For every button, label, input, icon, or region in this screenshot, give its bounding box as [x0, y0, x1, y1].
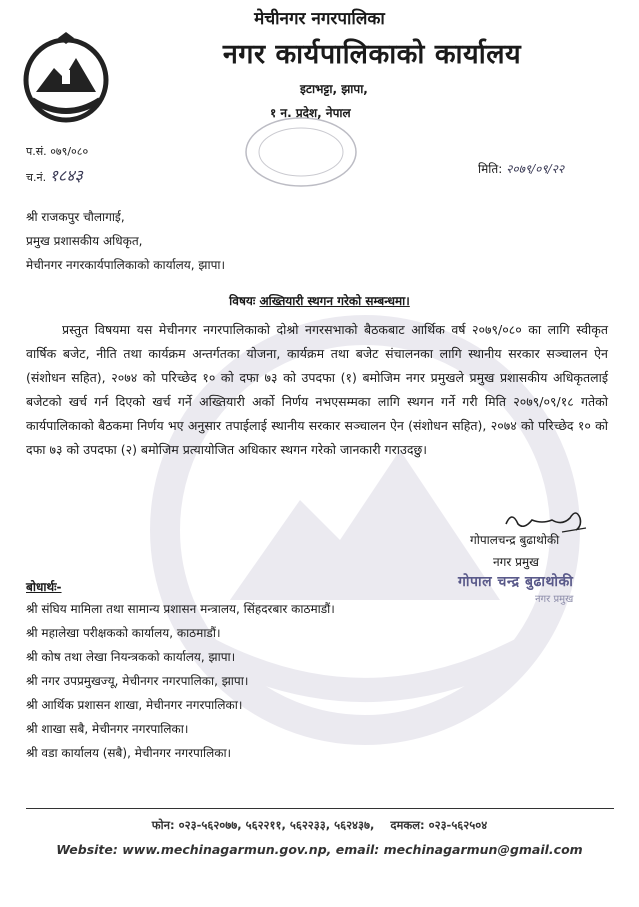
cc-item: श्री कोष तथा लेखा नियन्त्रकको कार्यालय, झापा। [26, 650, 236, 664]
letter-date: मिति: २०७९/०९/२२ [478, 162, 565, 176]
subject-line: विषयः अख्तियारी स्थगन गरेको सम्बन्धमा। [229, 294, 410, 308]
government-emblem-icon [18, 30, 114, 126]
address-line-1: इटाभट्टा, झापा, [300, 82, 368, 96]
recipient-designation: प्रमुख प्रशासकीय अधिकृत, [26, 234, 143, 248]
cc-item: श्री नगर उपप्रमुखज्यू, मेचीनगर नगरपालिका, झापा। [26, 674, 249, 688]
footer-divider [26, 808, 614, 809]
address-line-2: १ न. प्रदेश, नेपाल [270, 106, 351, 120]
website-link[interactable]: www.mechinagarmun.gov.np, [122, 842, 332, 857]
office-name: नगर कार्यपालिकाको कार्यालय [222, 39, 522, 70]
signatory-stamp-name: गोपाल चन्द्र बुढाथोकी [458, 574, 574, 590]
cc-title: बोधार्थः- [26, 580, 62, 594]
cc-item: श्री महालेखा परीक्षकको कार्यालय, काठमाडौं। [26, 626, 221, 640]
signatory-title: नगर प्रमुख [493, 555, 539, 569]
cc-item: श्री आर्थिक प्रशासन शाखा, मेचीनगर नगरपालिका। [26, 698, 243, 712]
letter-number: प.सं. ०७९/०८० [26, 145, 89, 158]
footer-contact: Website: www.mechinagarmun.gov.np, email: mechinagarmun@gmail.com [56, 842, 583, 857]
letter-body: प्रस्तुत विषयमा यस मेचीनगर नगरपालिकाको दोश्रो नगरसभाको बैठकबाट आर्थिक वर्ष २०७९/०८० का लागि स्वीकृत वार्षिक बजेट, नीति तथा कार्यक्रम अन्तर्गतका योजना, कार्यक्रम तथा बजेट संचालनका लागि स्थानीय सरकार सञ्चालन ऐन (संशोधन सहित), २०७४ को परिच्छेद १० को दफा ७३ को उपदफा (१) बमोजिम नगर प्रमुखले प्रमुख प्रशासकीय अधिकृतलाई बजेटको खर्च गर्न दिएको खर्च गर्ने अख्तियारी अर्को निर्णय नभएसम्मका लागि स्थगन गर्ने गरी मिति २०७९/०९/१८ गतेको कार्यपालिकाको बैठकमा निर्णय भए अनुसार तपाईलाई स्थानीय सरकार सञ्चालन ऐन (संशोधन सहित), २०७४ को परिच्छेद १० को दफा ७३ को उपदफा (२) बमोजिम प्रत्यायोजित अधिकार स्थगन गरेको जानकारी गराउदछु। [26, 322, 608, 457]
cc-item: श्री शाखा सबै, मेचीनगर नगरपालिका। [26, 722, 189, 736]
recipient-office: मेचीनगर नगरकार्यपालिकाको कार्यालय, झापा। [26, 258, 226, 272]
recipient-name: श्री राजकपुर चौलागाई, [26, 210, 125, 224]
dispatch-number: च.नं. १८४३ [26, 166, 83, 185]
municipality-name: मेचीनगर नगरपालिका [254, 9, 385, 29]
office-seal-icon [236, 112, 366, 192]
signatory-stamp-title: नगर प्रमुख [535, 594, 574, 605]
signatory-name: गोपालचन्द्र बुढाथोकी [470, 533, 560, 547]
cc-item: श्री वडा कार्यालय (सबै), मेचीनगर नगरपालिका। [26, 746, 232, 760]
footer-phone: फोन: ०२३-५६२०७७, ५६२२११, ५६२२३३, ५६२४३७, दमकल: ०२३-५६२५०४ [151, 818, 488, 832]
dispatch-number-handwritten: १८४३ [49, 166, 83, 185]
signature-icon [502, 504, 588, 534]
cc-item: श्री संघिय मामिला तथा सामान्य प्रशासन मन्त्रालय, सिंहदरबार काठमाडौं। [26, 602, 335, 616]
email-link[interactable]: mechinagarmun@gmail.com [383, 842, 583, 857]
